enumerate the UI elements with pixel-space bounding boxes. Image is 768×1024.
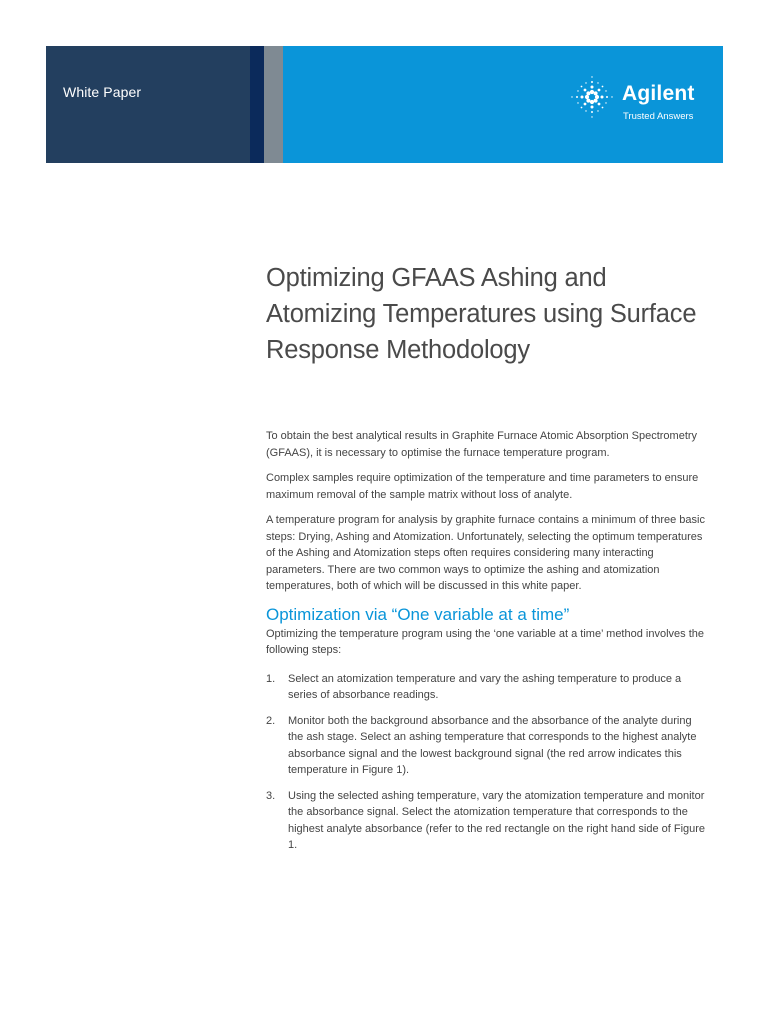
agilent-wordmark: Agilent [622, 82, 695, 105]
header-navy-stripe [250, 46, 264, 163]
list-item-text: Monitor both the background absorbance and the absorbance of the analyte during the ash stage. Select an ashing temperature that corresponds to the highest analyte absorbance signal and the lowest background signal (the red arrow indicates this temperature in Figure 1). [288, 714, 697, 776]
header-gray-stripe [264, 46, 283, 163]
agilent-spark-icon [567, 72, 617, 122]
intro-paragraph: Complex samples require optimization of the temperature and time parameters to ensure maximum removal of the sample matrix without loss of analyte. [266, 472, 699, 501]
list-item-text: Select an atomization temperature and vary the ashing temperature to produce a series of absorbance readings. [288, 672, 682, 701]
list-item [266, 671, 706, 704]
header-dark-block [46, 46, 250, 163]
list-item [266, 713, 706, 779]
main-content [266, 260, 706, 863]
page-title: Optimizing GFAAS Ashing and Atomizing Temperatures using Surface Response Methodology [266, 264, 697, 364]
list-item-number: 3. [266, 789, 276, 802]
intro-paragraph: To obtain the best analytical results in Graphite Furnace Atomic Absorption Spectrometry (GFAAS), it is necessary to optimise the furnace temperature program. [266, 430, 698, 459]
list-item-number: 2. [266, 714, 276, 727]
document-type-label: White Paper [63, 84, 142, 100]
section-lead-paragraph: Optimizing the temperature program using the ‘one variable at a time’ method involves the following steps: [266, 627, 704, 656]
list-item-number: 1. [266, 672, 276, 685]
agilent-tagline: Trusted Answers [623, 111, 694, 122]
intro-section [266, 428, 706, 595]
steps-list [266, 671, 706, 854]
intro-paragraph: A temperature program for analysis by graphite furnace contains a minimum of three basic steps: Drying, Ashing and Atomization. Unfortunately, selecting the optimum temperatures of the Ashing and Atomization steps often requires considering many interacting parameters. There are two common ways to optimize the ashing and atomization temperatures, both of which will be discussed in this white paper. [266, 514, 705, 592]
list-item [266, 788, 706, 854]
header-brand-block [283, 46, 723, 163]
list-item-text: Using the selected ashing temperature, vary the atomization temperature and monitor the absorbance signal. Select the atomization temperature that corresponds to the highest analyte absorbance (refer to the red rectangle on the right hand side of Figure 1. [288, 789, 706, 851]
section-heading: Optimization via “One variable at a time” [266, 604, 570, 624]
agilent-logo [567, 72, 697, 126]
